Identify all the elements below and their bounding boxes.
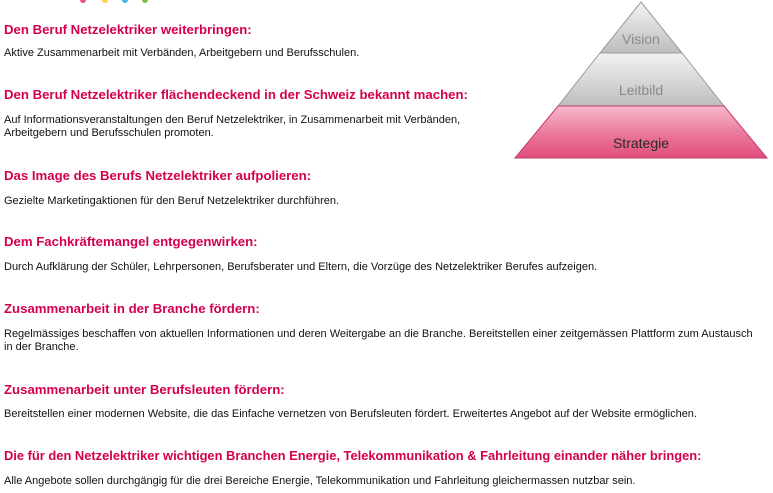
section-heading: Zusammenarbeit unter Berufsleuten fördern:	[4, 382, 285, 397]
section-text: Auf Informationsveranstaltungen den Beruf Netzelektriker, in Zusammenarbeit mit Verbänden, Arbeitgebern und Berufsschulen promoten.	[4, 114, 461, 139]
dot-pink	[80, 0, 86, 3]
section-text: Aktive Zusammenarbeit mit Verbänden, Arbeitgebern und Berufsschulen.	[4, 47, 360, 59]
section-heading: Zusammenarbeit in der Branche fördern:	[4, 301, 260, 316]
section-text: Gezielte Marketingaktionen für den Beruf Netzelektriker durchführen.	[4, 195, 340, 207]
pyramid-label-vision: Vision	[622, 31, 660, 47]
pyramid-level-leitbild	[558, 53, 724, 106]
section-heading: Dem Fachkräftemangel entgegenwirken:	[4, 234, 258, 249]
dot-blue	[122, 0, 128, 3]
section-heading: Das Image des Berufs Netzelektriker aufpolieren:	[4, 168, 312, 183]
decorative-dots	[0, 0, 300, 4]
section-text: Regelmässiges beschaffen von aktuellen Informationen und deren Weitergabe an die Branche. Bereitstellen einer zeitgemässen Plattform zum Austausch in der Branche.	[4, 328, 753, 353]
section-heading: Den Beruf Netzelektriker flächendeckend in der Schweiz bekannt machen:	[4, 87, 468, 102]
pyramid-label-strategie: Strategie	[612, 135, 670, 151]
section-text: Durch Aufklärung der Schüler, Lehrpersonen, Berufsberater und Eltern, die Vorzüge des Netzelektriker Berufes aufzeigen.	[4, 261, 598, 273]
section-heading: Die für den Netzelektriker wichtigen Branchen Energie, Telekommunikation & Fahrleitung einander näher bringen:	[4, 448, 702, 463]
section-text: Alle Angebote sollen durchgängig für die drei Bereiche Energie, Telekommunikation und Fahrleitung gleichermassen nutzbar sein.	[4, 475, 636, 487]
section-text: Bereitstellen einer modernen Website, die das Einfache vernetzen von Berufsleuten fördert. Erweitertes Angebot auf der Website ermöglichen.	[4, 408, 697, 420]
strategy-pyramid	[512, 0, 770, 162]
pyramid-label-leitbild: Leitbild	[618, 82, 664, 98]
dot-green	[142, 0, 148, 3]
section-heading: Den Beruf Netzelektriker weiterbringen:	[4, 22, 252, 37]
dot-yellow	[102, 0, 108, 3]
